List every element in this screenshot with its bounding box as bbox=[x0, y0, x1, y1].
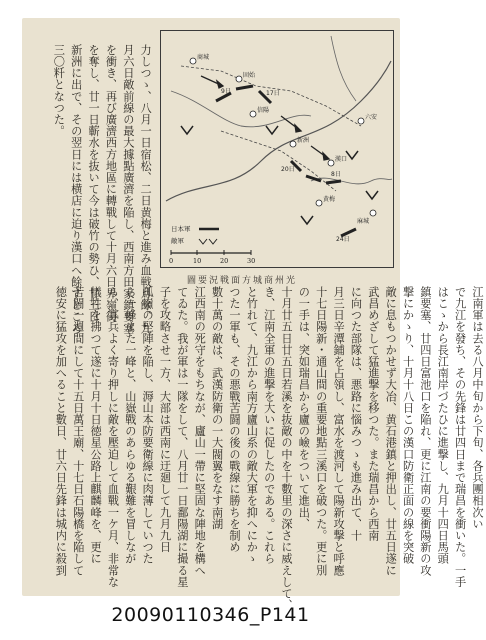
map-date-label: 17日 bbox=[266, 90, 280, 97]
map-label: 商城 bbox=[197, 54, 210, 61]
map-label: 漢口 bbox=[335, 156, 348, 163]
map-label: 信陽 bbox=[257, 107, 270, 114]
map-label: 黄梅 bbox=[323, 196, 336, 203]
scale-tick-30: 30 bbox=[247, 257, 256, 265]
map-date-label: 24日 bbox=[336, 236, 350, 243]
map-label: 固始 bbox=[243, 72, 256, 79]
image-identifier: 20090110346_P141 bbox=[111, 604, 310, 626]
legend-enemy-label: 敵軍 bbox=[171, 237, 184, 245]
map-date-label: 8日 bbox=[331, 171, 341, 178]
map-label: 麻城 bbox=[357, 218, 370, 225]
map-date-label: 20日 bbox=[281, 166, 295, 173]
map-date-label: 9日 bbox=[221, 88, 231, 95]
legend-japanese-label: 日本軍 bbox=[171, 225, 191, 233]
scale-tick-20: 20 bbox=[220, 257, 229, 265]
scale-tick-10: 10 bbox=[193, 257, 202, 265]
map-label: 六安 bbox=[365, 114, 378, 121]
scale-tick-0: 0 bbox=[169, 257, 174, 265]
scanned-page bbox=[22, 18, 484, 611]
battle-map bbox=[160, 30, 394, 268]
battle-map-drawing bbox=[161, 31, 393, 267]
map-label: 新洲 bbox=[297, 137, 310, 144]
map-caption: 光州商城方面戦況要圖 bbox=[187, 276, 298, 286]
body-text-upper: 力しつゝ、八月一日宿松、二日黄梅と進み血戦月餘、九 月六日敵前線の最大據點廣濟を陥し、西南方田家鎮要塞 を衝き、再び廣濟西方地區に轉戰して十月六日界嶺街 を奪し、廿一日蘄水を抜いて今は破竹の勢ひ、廿三日 新洲に出で、その翌日には横店に迫り漢口へ餘すところ 三〇粁となつた。 bbox=[52, 44, 153, 334]
body-text-lower: 江南軍は去る八月中旬から下旬、各兵團相次い で九江を發ち、その先鋒は廿四日まで瑞昌を衝いた。一手 はこゝから長江南岸づたひに進撃し、九月十四日馬頭 鎮要塞、廿四日富池口を陥れ、更に江南の要衝陽新の攻 撃にかゝり、十月十八日この漢口防衛正面の線を突破 敵に息もつかせず大冶、黄石港鎮と押出し、廿五日遂に 武昌めざして猛進撃を移つた。また瑞昌から西南 に向つた部隊は、悪路に惱みつゝも進み出て、十 月三日辛潭鋪を占領し、富水を渡河して陽新攻撃と呼應 十七日陽新・通山間の重要地點三溪口を破つた。更に別 の一手は、突如瑞昌から廬の嶮をついて進出、 十月廿五日廿五日若溪を抜敵の中を十數里の深さに威えして、 き、江南全軍の進撃を大いに促したのである。これら と竹れて、九江から南方廬山系の敵大軍を抑へにかゝ つた一軍も、その悪戰苦闘の後の戰線に勝ちを制め 數十萬の敵は、武漢防衛の一大閥翼をなす南湖 江西南の死守をもちなが、廬山一帶に堅固な陣地を構へ てゐた。我が軍は一隊をして、八月廿一日鄱陽湖に撮る星 子を攻略させ一方、大部は西南に迂廻して九月九日 孤嶺の堅陣を陥し、溽山本防要衛線に肉薄していつた ら一峰また一峰と、山嶽戰のあらゆる艱難を冒しなが ら、寡兵よく寄り押しに敵を壓迫して血戰一ケ月、非常な 犠牲を拂つて遂に十月十日徳星公路上麒麟峰を、更に 苦闘一週間にして十五日萬王廟、十七日石陽橋を陥して 徳安に猛攻を加へること數日、廿六日先鋒は城内に殺到 bbox=[54, 286, 484, 611]
